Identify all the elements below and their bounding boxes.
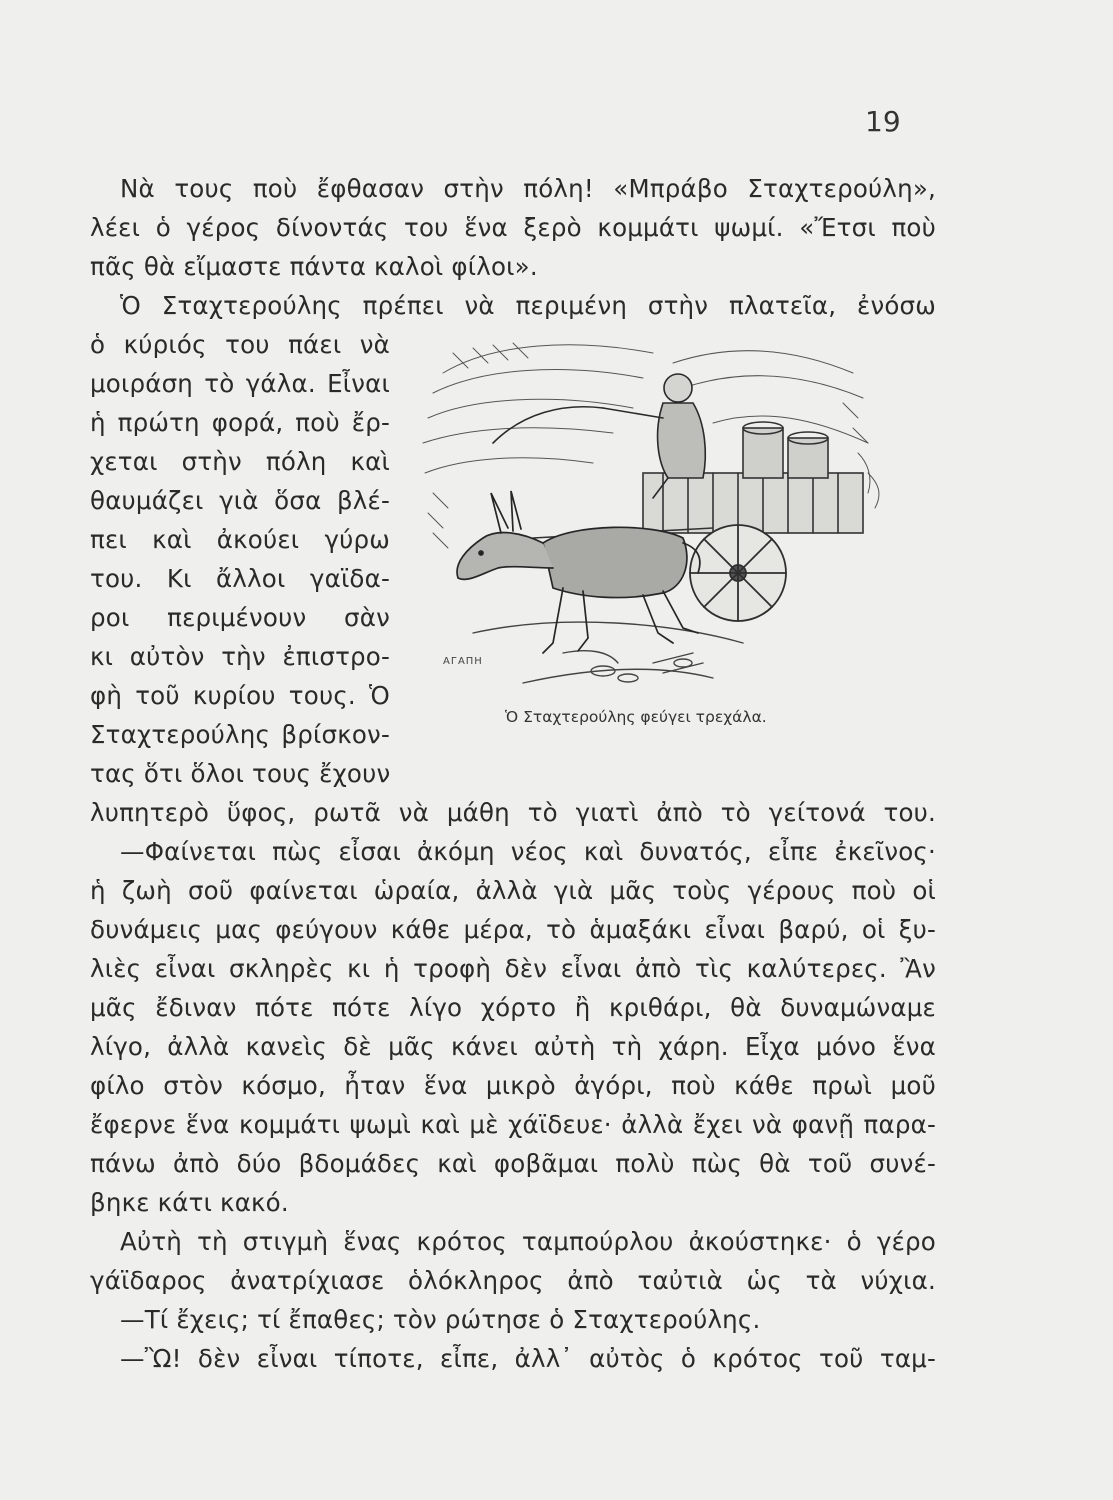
- text-line: κι αὐτὸν τὴν ἐπιστρο-: [90, 642, 390, 671]
- page-number: 19: [865, 105, 901, 138]
- text-line: —Ὢ! δὲν εἶναι τίποτε, εἶπε, ἀλλ᾽ αὐτὸς ὁ κρότος τοῦ ταμ-: [120, 1344, 936, 1373]
- text-line: βηκε κάτι κακό.: [90, 1188, 289, 1217]
- text-line: —Φαίνεται πὼς εἶσαι ἀκόμη νέος καὶ δυνατός, εἶπε ἐκεῖνος·: [120, 837, 936, 866]
- text-line: χεται στὴν πόλη καὶ: [90, 447, 390, 476]
- text-line: λιὲς εἶναι σκληρὲς κι ἡ τροφὴ δὲν εἶναι ἀπὸ τὶς καλύτερες. Ἂν: [90, 954, 936, 983]
- text-line: πει καὶ ἀκούει γύρω: [90, 525, 390, 554]
- text-line: λυπητερὸ ὕφος, ρωτᾶ νὰ μάθη τὸ γιατὶ ἀπὸ τὸ γείτονά του.: [90, 798, 936, 827]
- donkey-cart-drawing: [413, 333, 883, 713]
- text-line: δυνάμεις μας φεύγουν κάθε μέρα, τὸ ἁμαξάκι εἶναι βαρύ, οἱ ξυ-: [90, 915, 936, 944]
- text-line: του. Κι ἄλλοι γαϊδα-: [90, 564, 390, 593]
- text-line: ὁ κύριός του πάει νὰ: [90, 330, 390, 359]
- text-line: Ὁ Σταχτερούλης πρέπει νὰ περιμένη στὴν πλατεῖα, ἐνόσω: [120, 291, 936, 320]
- illustration-caption: Ὁ Σταχτερούλης φεύγει τρεχάλα.: [505, 708, 767, 726]
- text-line: θαυμάζει γιὰ ὅσα βλέ-: [90, 486, 390, 515]
- text-line: πάνω ἀπὸ δύο βδομάδες καὶ φοβᾶμαι πολὺ πὼς θὰ τοῦ συνέ-: [90, 1149, 936, 1178]
- text-line: —Τί ἔχεις; τί ἔπαθες; τὸν ρώτησε ὁ Σταχτερούλης.: [120, 1305, 761, 1334]
- text-line: Νὰ τους ποὺ ἔφθασαν στὴν πόλη! «Μπράβο Σταχτερούλη»,: [120, 174, 936, 203]
- text-line: πᾶς θὰ εἴμαστε πάντα καλοὶ φίλοι».: [90, 252, 538, 281]
- text-line: ἔφερνε ἕνα κομμάτι ψωμὶ καὶ μὲ χάϊδευε· ἀλλὰ ἔχει νὰ φανῇ παρα-: [90, 1110, 936, 1139]
- text-line: Σταχτερούλης βρίσκον-: [90, 720, 390, 749]
- cart-wheel: [690, 525, 786, 621]
- text-line: Αὐτὴ τὴ στιγμὴ ἕνας κρότος ταμπούρλου ἀκούστηκε· ὁ γέρο: [120, 1227, 936, 1256]
- text-line: λέει ὁ γέρος δίνοντάς του ἕνα ξερὸ κομμάτι ψωμί. «Ἔτσι ποὺ: [90, 213, 936, 242]
- illustration-signature: AГАПH: [443, 656, 483, 667]
- text-line: λίγο, ἀλλὰ κανεὶς δὲ μᾶς κάνει αὐτὴ τὴ χάρη. Εἶχα μόνο ἕνα: [90, 1032, 936, 1061]
- text-line: μᾶς ἔδιναν πότε πότε λίγο χόρτο ἢ κριθάρι, θὰ δυναμώναμε: [90, 993, 936, 1022]
- text-line: τας ὅτι ὅλοι τους ἔχουν: [90, 759, 391, 788]
- text-line: μοιράση τὸ γάλα. Εἶναι: [90, 369, 390, 398]
- text-line: ἡ πρώτη φορά, ποὺ ἔρ-: [90, 408, 390, 437]
- illustration-donkey-cart: [413, 333, 883, 713]
- text-line: φίλο στὸν κόσμο, ἦταν ἕνα μικρὸ ἀγόρι, ποὺ κάθε πρωὶ μοῦ: [90, 1071, 936, 1100]
- text-line: ἡ ζωὴ σοῦ φαίνεται ὡραία, ἀλλὰ γιὰ μᾶς τοὺς γέρους ποὺ οἱ: [90, 876, 936, 905]
- text-line: γάϊδαρος ἀνατρίχιασε ὁλόκληρος ἀπὸ ταὐτιὰ ὡς τὰ νύχια.: [90, 1266, 936, 1295]
- text-line: φὴ τοῦ κυρίου τους. Ὁ: [90, 681, 390, 710]
- text-line: ροι περιμένουν σὰν: [90, 603, 390, 632]
- road-lines: [473, 622, 743, 683]
